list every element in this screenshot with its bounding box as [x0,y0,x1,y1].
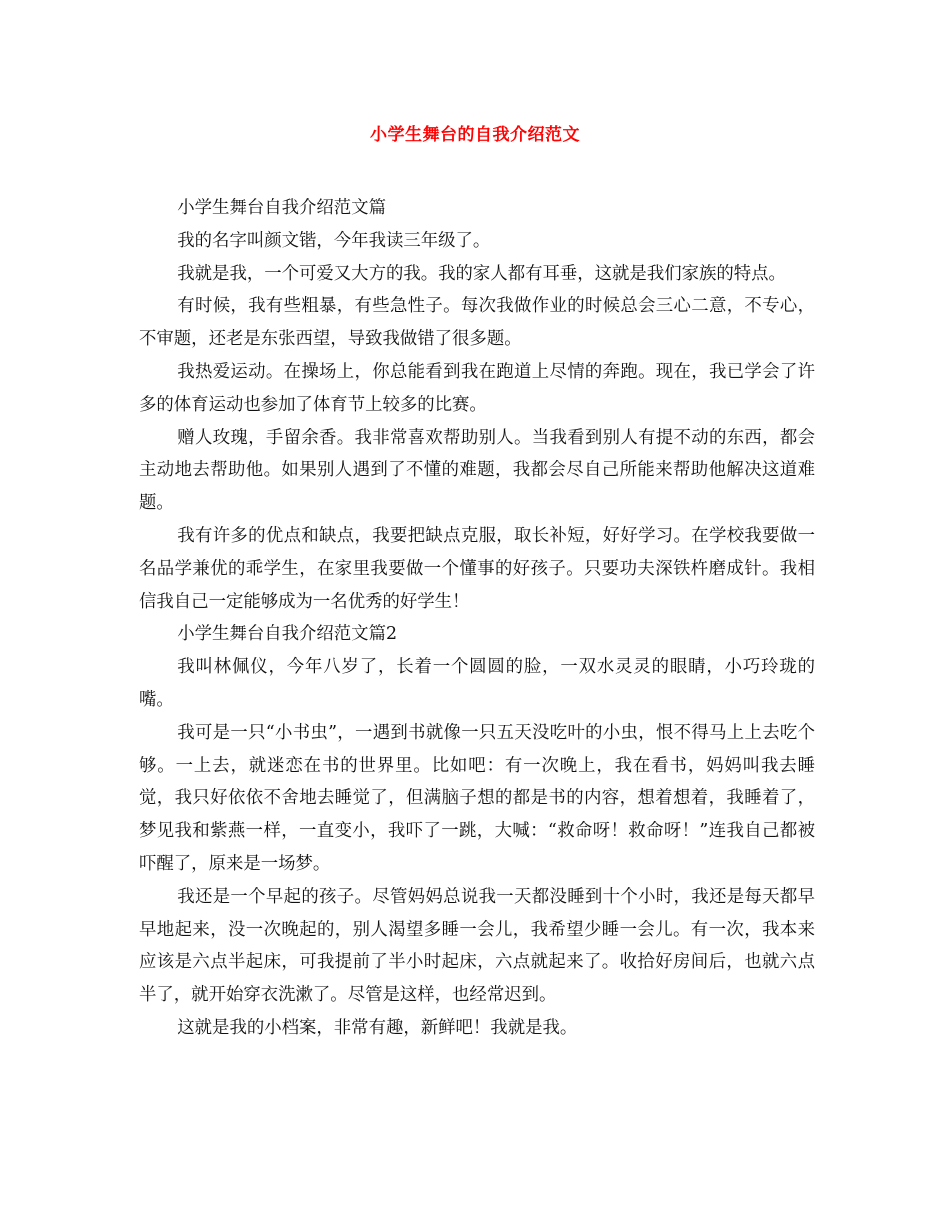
paragraph: 这就是我的小档案，非常有趣，新鲜吧！我就是我。 [177,1017,578,1038]
document-title: 小学生舞台的自我介绍范文 [370,125,580,145]
paragraph: 我的名字叫颜文锴，今年我读三年级了。 [177,230,491,251]
paragraph: 我还是一个早起的孩子。尽管妈妈总说我一天都没睡到十个小时，我还是每天都早早地起来，没一次晚起的，别人渴望多睡一会儿，我希望少睡一会儿。有一次，我本来应该是六点半起床，可我提前了半小时起床，六点就起来了。收拾好房间后，也就六点半了，就开始穿衣洗漱了。尽管是这样，也经常迟到。 [139,886,815,1006]
paragraph: 我可是一只“小书虫”，一遇到书就像一只五天没吃叶的小虫，恨不得马上上去吃个够。一上去，就迷恋在书的世界里。比如吧：有一次晚上，我在看书，妈妈叫我去睡觉，我只好依依不舍地去睡觉了，但满脑子想的都是书的内容，想着想着，我睡着了，梦见我和紫燕一样，一直变小，我吓了一跳，大喊：“救命呀！救命呀！”连我自己都被吓醒了，原来是一场梦。 [139,722,815,874]
section-heading: 小学生舞台自我介绍范文篇2 [177,624,398,645]
section-heading: 小学生舞台自我介绍范文篇 [177,198,386,218]
paragraph: 我就是我，一个可爱又大方的我。我的家人都有耳垂，这就是我们家族的特点。 [177,263,786,284]
paragraph: 有时候，我有些粗暴，有些急性子。每次我做作业的时候总会三心二意，不专心，不审题，还老是东张西望，导致我做错了很多题。 [139,296,815,350]
paragraph: 我热爱运动。在操场上，你总能看到我在跑道上尽情的奔跑。现在，我已学会了许多的体育运动也参加了体育节上较多的比赛。 [139,361,815,415]
document-body [139,192,815,1045]
paragraph: 赠人玫瑰，手留余香。我非常喜欢帮助别人。当我看到别人有提不动的东西，都会主动地去帮助他。如果别人遇到了不懂的难题，我都会尽自己所能来帮助他解决这道难题。 [139,427,815,514]
paragraph: 我叫林佩仪，今年八岁了，长着一个圆圆的脸，一双水灵灵的眼睛，小巧玲珑的嘴。 [139,657,815,710]
paragraph: 我有许多的优点和缺点，我要把缺点克服，取长补短，好好学习。在学校我要做一名品学兼优的乖学生，在家里我要做一个懂事的好孩子。只要功夫深铁杵磨成针。我相信我自己一定能够成为一名优秀的好学生！ [139,525,815,612]
